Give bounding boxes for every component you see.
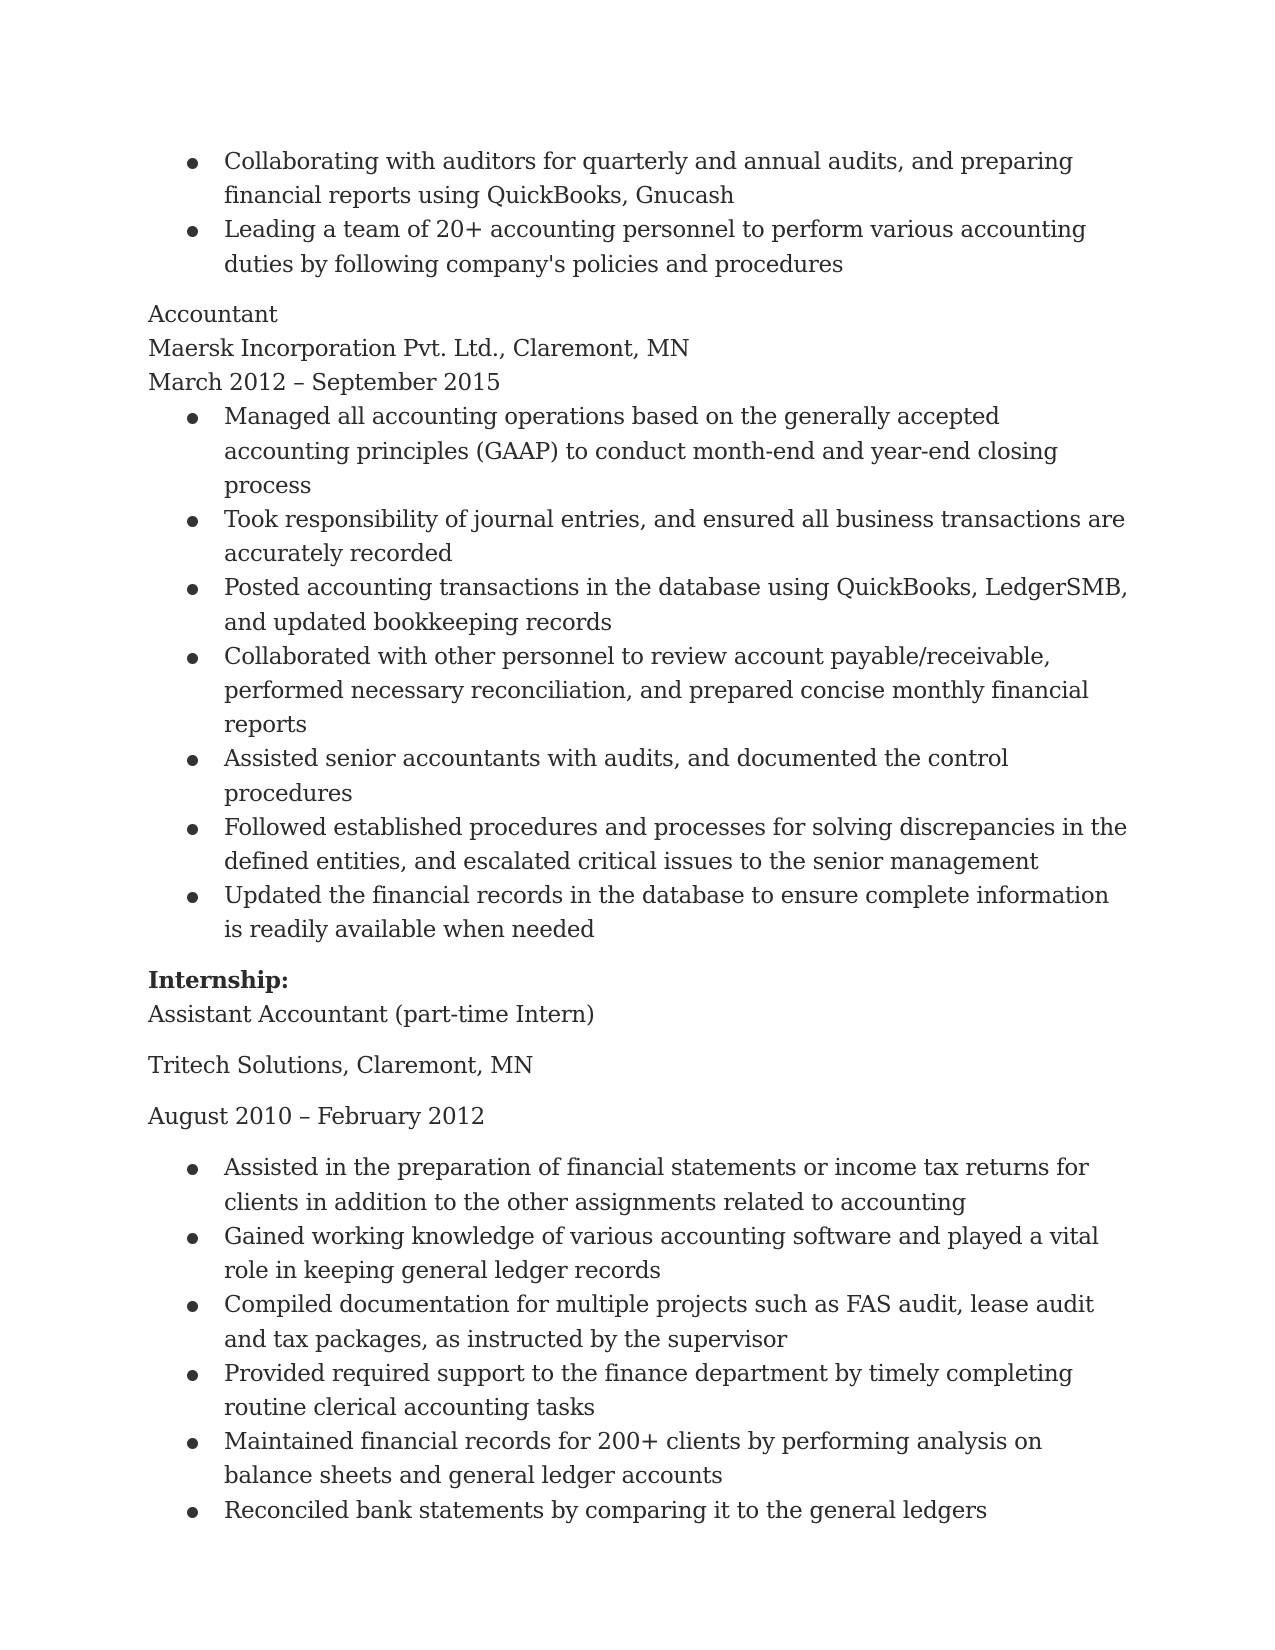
- bullet-icon: [187, 1164, 198, 1175]
- list-item: Updated the financial records in the database to ensure complete information is readily available when needed: [224, 879, 1128, 947]
- resume-content: [148, 145, 1128, 1528]
- list-item: Took responsibility of journal entries, and ensured all business transactions are accurately recorded: [224, 503, 1128, 571]
- bullet-icon: [187, 755, 198, 766]
- list-item: Assisted in the preparation of financial statements or income tax returns for clients in addition to the other assignments related to accounting: [224, 1151, 1128, 1219]
- bullet-icon: [187, 226, 198, 237]
- list-item: Collaborating with auditors for quarterly and annual audits, and preparing financial reports using QuickBooks, Gnucash: [224, 145, 1128, 213]
- bullet-icon: [187, 653, 198, 664]
- bullet-icon: [187, 413, 198, 424]
- bullet-icon: [187, 584, 198, 595]
- list-item: Managed all accounting operations based on the generally accepted accounting principles (GAAP) to conduct month-end and year-end closing process: [224, 400, 1128, 503]
- list-item: Gained working knowledge of various accounting software and played a vital role in keeping general ledger records: [224, 1220, 1128, 1288]
- job-title: Accountant: [148, 301, 278, 328]
- bullet-icon: [187, 1438, 198, 1449]
- previous-role-bullets: [148, 145, 1128, 282]
- bullet-icon: [187, 158, 198, 169]
- internship-title: Assistant Accountant (part-time Intern): [148, 1001, 595, 1028]
- list-item: Collaborated with other personnel to review account payable/receivable, performed necessary reconciliation, and prepared concise monthly financial reports: [224, 640, 1128, 743]
- bullet-icon: [187, 1301, 198, 1312]
- bullet-icon: [187, 1233, 198, 1244]
- list-item: Followed established procedures and processes for solving discrepancies in the defined entities, and escalated critical issues to the senior management: [224, 811, 1128, 879]
- bullet-icon: [187, 892, 198, 903]
- list-item: Maintained financial records for 200+ clients by performing analysis on balance sheets and general ledger accounts: [224, 1425, 1128, 1493]
- list-item: Reconciled bank statements by comparing it to the general ledgers: [224, 1494, 1128, 1528]
- job-dates: March 2012 – September 2015: [148, 370, 501, 397]
- bullet-icon: [187, 516, 198, 527]
- internship-bullets: [148, 1151, 1128, 1527]
- accountant-bullets: [148, 400, 1128, 947]
- list-item: Provided required support to the finance department by timely completing routine clerical accounting tasks: [224, 1357, 1128, 1425]
- bullet-icon: [187, 1370, 198, 1381]
- list-item: Leading a team of 20+ accounting personnel to perform various accounting duties by following company's policies and procedures: [224, 213, 1128, 281]
- bullet-icon: [187, 824, 198, 835]
- internship-company: Tritech Solutions, Claremont, MN: [148, 1053, 534, 1080]
- list-item: Assisted senior accountants with audits, and documented the control procedures: [224, 742, 1128, 810]
- list-item: Posted accounting transactions in the database using QuickBooks, LedgerSMB, and updated bookkeeping records: [224, 571, 1128, 639]
- section-heading-internship: Internship:: [148, 966, 289, 994]
- list-item: Compiled documentation for multiple projects such as FAS audit, lease audit and tax packages, as instructed by the supervisor: [224, 1288, 1128, 1356]
- job-company: Maersk Incorporation Pvt. Ltd., Claremont, MN: [148, 336, 690, 363]
- internship-dates: August 2010 – February 2012: [148, 1104, 485, 1131]
- bullet-icon: [187, 1507, 198, 1518]
